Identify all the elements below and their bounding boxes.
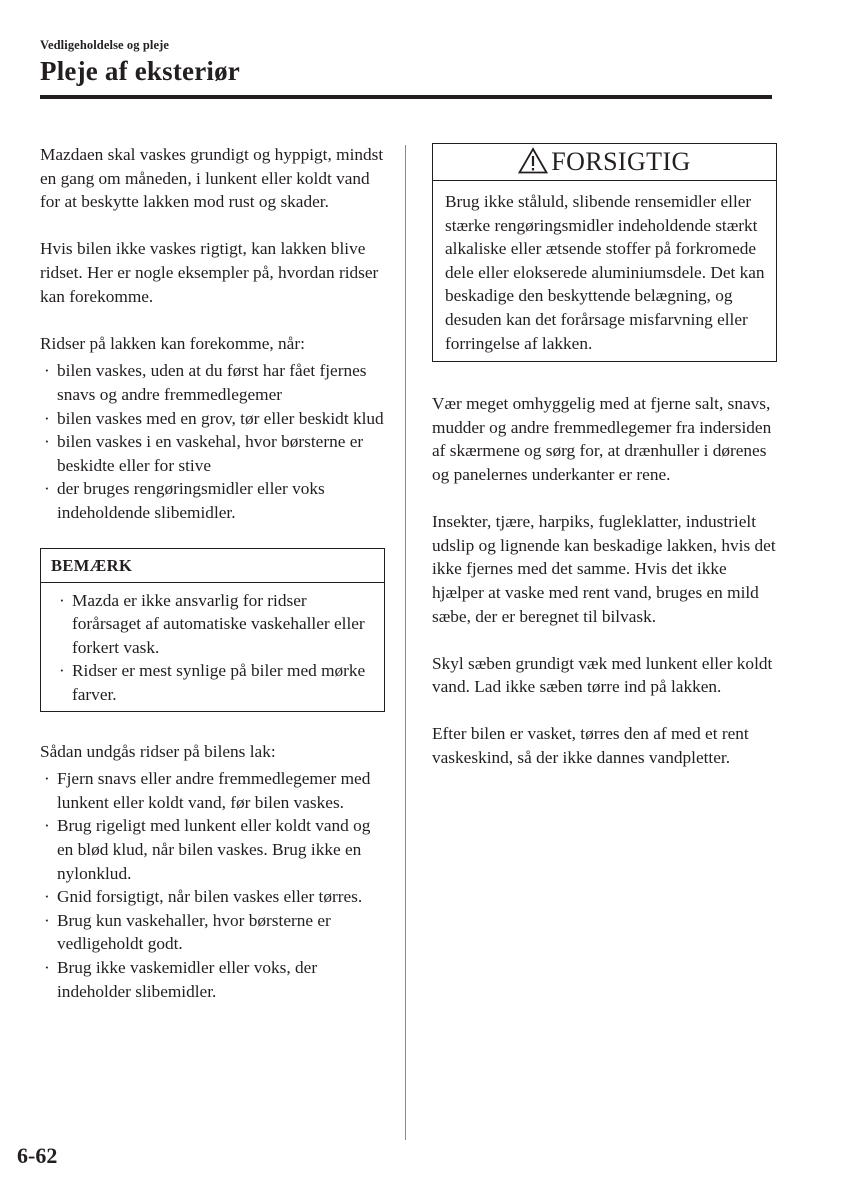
scratch-causes-lead: Ridser på lakken kan forekomme, når: <box>40 333 305 353</box>
insects-paragraph: Insekter, tjære, harpiks, fugleklatter, industrielt udslip og lignende kan beskadige lakken, hvis det ikke fjernes med det samme. Hvis det ikke hjælper at vaske med rent vand, bruges en mild sæbe, der er beregnet til bilvask. <box>432 512 776 626</box>
list-item: · bilen vaskes, uden at du først har fået fjernes snavs og andre fremmedlegemer <box>44 361 367 404</box>
title-rule <box>40 95 772 99</box>
avoid-scratches-lead: Sådan undgås ridser på bilens lak: <box>40 741 276 761</box>
caution-box <box>432 143 777 362</box>
warning-triangle-icon <box>518 147 548 174</box>
list-item: · bilen vaskes med en grov, tør eller beskidt klud <box>44 408 384 428</box>
list-item: · Brug ikke vaskemidler eller voks, der indeholder slibemidler. <box>44 958 318 1001</box>
avoid-scratches-list <box>40 767 385 1003</box>
right-column <box>432 143 777 793</box>
note-box <box>40 548 385 712</box>
list-item: · Ridser er mest synlige på biler med mørke farver. <box>59 661 366 705</box>
list-item: · Gnid forsigtigt, når bilen vaskes eller tørres. <box>44 887 363 907</box>
list-item: · bilen vaskes i en vaskehal, hvor børsterne er beskidte eller for stive <box>44 432 364 475</box>
note-list <box>55 589 376 707</box>
list-item: · Brug rigeligt med lunkent eller koldt vand og en blød klud, når bilen vaskes. Brug ikke en nylonklud. <box>44 816 371 883</box>
dry-paragraph: Efter bilen er vasket, tørres den af med et rent vaskeskind, så der ikke dannes vandpletter. <box>432 724 749 768</box>
page-title: Pleje af eksteriør <box>40 56 240 86</box>
list-item: · Fjern snavs eller andre fremmedlegemer med lunkent eller koldt vand, før bilen vaskes. <box>44 769 371 812</box>
list-item: · Brug kun vaskehaller, hvor børsterne er vedligeholdt godt. <box>44 910 331 954</box>
salt-paragraph: Vær meget omhyggelig med at fjerne salt, snavs, mudder og andre fremmedlegemer fra indersiden af skærmene og sørg for, at drænhuller i dørenes og panelernes underkanter er rene. <box>432 394 772 484</box>
section-kicker: Vedligeholdelse og pleje <box>40 38 170 52</box>
caution-header <box>433 144 776 181</box>
intro-paragraph: Mazdaen skal vaskes grundigt og hyppigt, mindst en gang om måneden, i lunkent eller koldt vand for at beskytte lakken mod rust og skader. <box>40 145 384 212</box>
caution-text: Brug ikke ståluld, slibende rensemidler eller stærke rengøringsmidler indeholdende stærkt alkaliske eller ætsende stoffer på forkromede dele eller elokserede aluminiumsdele. Det kan beskadige den beskyttende belægning, og desuden kan det forårsage misfarvning eller forringelse af lakken. <box>445 192 765 353</box>
left-column <box>40 143 385 1027</box>
rinse-paragraph: Skyl sæben grundigt væk med lunkent eller koldt vand. Lad ikke sæben tørre ind på lakken. <box>432 653 773 697</box>
note-title: BEMÆRK <box>41 549 384 583</box>
scratch-paragraph: Hvis bilen ikke vaskes rigtigt, kan lakken blive ridset. Her er nogle eksempler på, hvordan ridser kan forekomme. <box>40 239 379 306</box>
scratch-causes-list <box>40 359 385 524</box>
caution-title: FORSIGTIG <box>551 147 691 177</box>
list-item: · Mazda er ikke ansvarlig for ridser forårsaget af automatiske vaskehaller eller forkert vask. <box>59 590 365 657</box>
list-item: · der bruges rengøringsmidler eller voks indeholdende slibemidler. <box>44 479 325 522</box>
column-divider <box>405 145 406 1140</box>
page-number: 6-62 <box>17 1143 58 1168</box>
